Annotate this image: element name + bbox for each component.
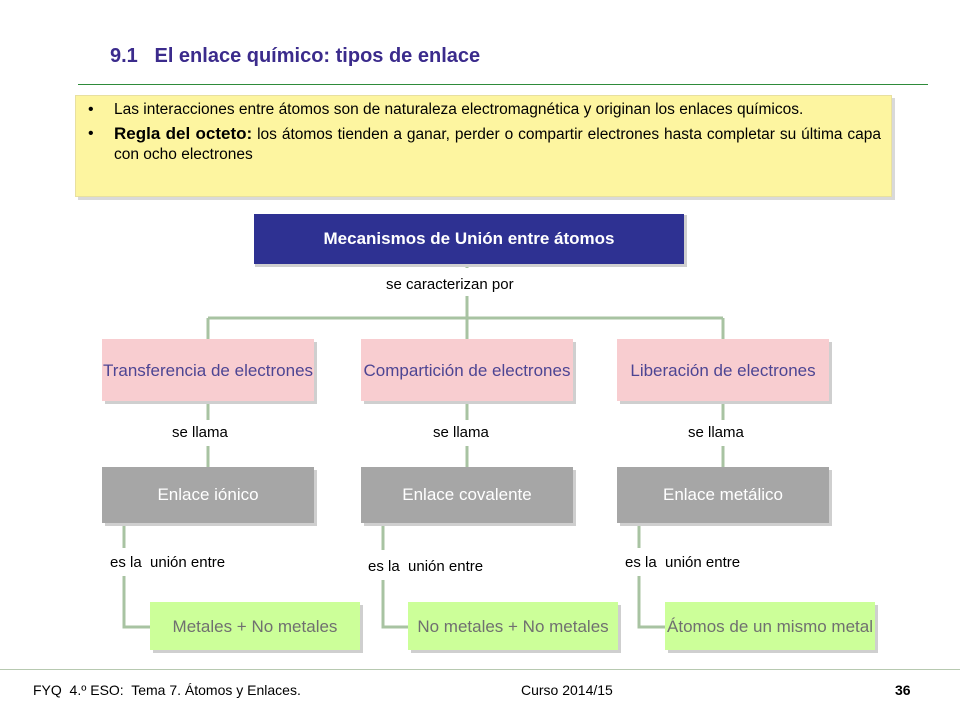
result-ionic: Metales + No metales	[150, 602, 360, 650]
link-label-se-llama-1: se llama	[172, 424, 228, 441]
result-link-right-b	[639, 576, 665, 627]
intro-bullet-1: • Las interacciones entre átomos son de naturaleza electromagnética y originan los enlaces químicos.	[114, 100, 881, 120]
link-label-union-2: es la unión entre	[368, 558, 484, 575]
page-title: 9.1 El enlace químico: tipos de enlace	[110, 45, 481, 67]
result-link-center-b	[383, 580, 408, 627]
bond-covalent: Enlace covalente	[361, 467, 573, 523]
footer-course-info: FYQ 4.º ESO: Tema 7. Átomos y Enlaces.	[33, 682, 301, 698]
bond-metallic: Enlace metálico	[617, 467, 829, 523]
root-link-label: se caracterizan por	[386, 276, 514, 293]
mechanism-transfer: Transferencia de electrones	[102, 339, 314, 401]
result-covalent: No metales + No metales	[408, 602, 618, 650]
result-metallic: Átomos de un mismo metal	[665, 602, 875, 650]
footer-page-number: 36	[895, 682, 911, 698]
octet-rule-text: los átomos tienden a ganar, perder o compartir electrones hasta completar su última capa con ocho electrones	[114, 126, 881, 163]
footer-school-year: Curso 2014/15	[521, 682, 613, 698]
octet-rule-label: Regla del octeto:	[114, 124, 253, 143]
mechanism-release: Liberación de electrones	[617, 339, 829, 401]
root-concept: Mecanismos de Unión entre átomos	[252, 212, 684, 264]
mechanism-sharing: Compartición de electrones	[361, 339, 573, 401]
footer-divider	[0, 669, 960, 670]
bond-ionic: Enlace iónico	[102, 467, 314, 523]
link-label-union-3: es la unión entre	[625, 554, 741, 571]
link-label-union-1: es la unión entre	[110, 554, 226, 571]
link-label-se-llama-3: se llama	[688, 424, 744, 441]
result-link-left-b	[124, 576, 150, 627]
link-label-se-llama-2: se llama	[433, 424, 489, 441]
